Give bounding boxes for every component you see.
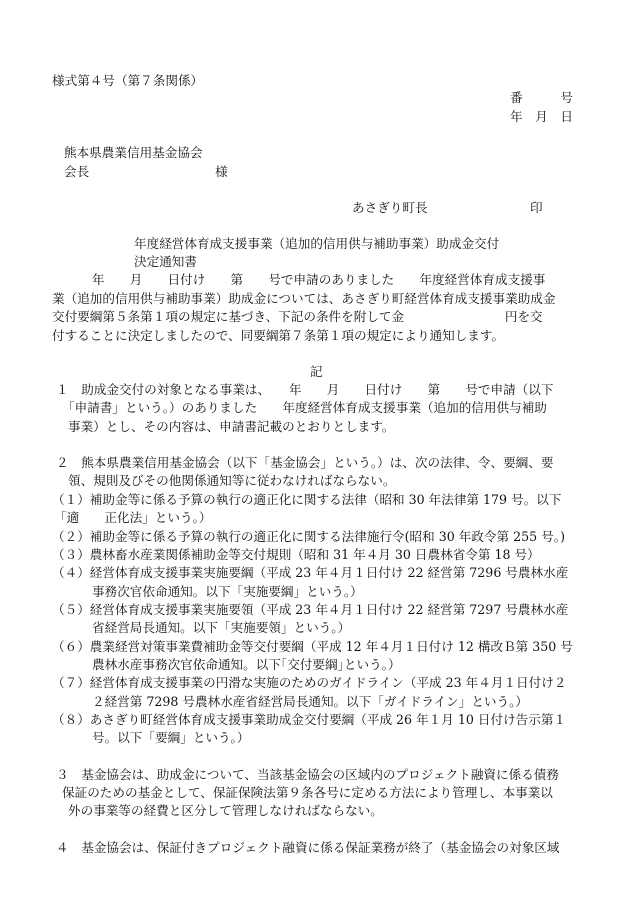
doc-title-line1: 年度経営体育成支援事業（追加的信用供与補助事業）助成金交付 — [134, 236, 500, 251]
item2-sub4-line2: 事務次官依命通知。以下「実施要綱」という。） — [92, 584, 363, 599]
item2-sub5-line2: 省経営局長通知。以下「実施要領」という。） — [92, 620, 351, 635]
intro-line3: 交付要綱第５条第１項の規定に基づき、下記の条件を附して金 円を交 — [52, 309, 543, 324]
item2-sub4-line1: （４）経営体育成支援事業実施要綱（平成 23 年４月１日付け 22 経営第 7296 号農林水産 — [52, 565, 569, 580]
item2-sub6-line2: 農林水産事務次官依命通知。以下｢交付要綱｣という。） — [92, 657, 401, 672]
item2-sub7-line1: （７）経営体育成支援事業の円滑な実施のためのガイドライン（平成 23 年４月１日付け２ — [52, 675, 567, 690]
item2-line2: 領、規則及びその他関係通知等に従わなければならない。 — [68, 473, 396, 488]
item2-sub5-line1: （５）経営体育成支援事業実施要領（平成 23 年４月１日付け 22 経営第 7297 号農林水産 — [52, 602, 569, 617]
item2-sub8-line1: （８）あさぎり町経営体育成支援事業助成金交付要綱（平成 26 年１月 10 日付け告示第１ — [52, 712, 567, 727]
item2-sub1-line1: （１）補助金等に係る予算の執行の適正化に関する法律（昭和 30 年法律第 179 号。以下 — [52, 492, 562, 507]
item2-sub2: （２）補助金等に係る予算の執行の適正化に関する法律施行令(昭和 30 年政令第 255 号。) — [52, 529, 565, 544]
issuer-seal: 印 — [530, 200, 543, 215]
doc-title-line2: 決定通知書 — [134, 254, 197, 269]
intro-line2: 業（追加的信用供与補助事業）助成金については、あさぎり町経営体育成支援事業助成金 — [52, 291, 556, 306]
intro-line4: 付することに決定しましたので、同要綱第７条第１項の規定により通知します。 — [52, 328, 505, 343]
date-label: 年 月 日 — [510, 109, 573, 124]
item2-sub1-line2: 「適 正化法」という。） — [54, 510, 212, 525]
item2-sub8-line2: 号。以下「要綱」という。） — [92, 730, 250, 745]
intro-line1: 年 月 日付け 第 号で申請のありました 年度経営体育成支援事 — [92, 272, 546, 287]
item2-sub7-line2: ２経営第 7298 号農林水産省経営局長通知。以下「ガイドライン」という。） — [92, 694, 529, 709]
number-label: 番 号 — [510, 90, 573, 105]
issuer-name: あさぎり町長 — [352, 200, 428, 215]
item4-line1: ４ 基金協会は、保証付きプロジェクト融資に係る保証業務が終了（基金協会の対象区域 — [56, 840, 560, 855]
item1-line2: 「申請書」という。）のありました 年度経営体育成支援事業（追加的信用供与補助 — [62, 400, 547, 415]
addressee-title: 会長 様 — [64, 164, 228, 179]
item3-line2: 保証のための基金として、保証保険法第９条各号に定める方法により管理し、本事業以 — [62, 785, 553, 800]
item3-line3: 外の事業等の経費と区分して管理しなければならない。 — [68, 803, 383, 818]
form-label: 様式第４号（第７条関係） — [52, 73, 204, 88]
item2-sub3: （３）農林畜水産業関係補助金等交付規則（昭和 31 年４月 30 日農林省令第 18 号） — [52, 547, 540, 562]
item2-sub6-line1: （６）農業経営対策事業費補助金等交付要綱（平成 12 年４月１日付け 12 構改Ｂ第 350 号 — [52, 639, 573, 654]
item1-line3: 事業）とし、その内容は、申請書記載のとおりとします。 — [68, 419, 395, 434]
item3-line1: ３ 基金協会は、助成金について、当該基金協会の区域内のプロジェクト融資に係る債務 — [56, 767, 559, 782]
addressee-org: 熊本県農業信用基金協会 — [64, 145, 203, 160]
item1-line1: １ 助成金交付の対象となる事業は、 年 月 日付け 第 号で申請（以下 — [56, 382, 554, 397]
ki-heading: 記 — [310, 364, 323, 379]
item2-line1: ２ 熊本県農業信用基金協会（以下「基金協会」という。）は、次の法律、令、要綱、要 — [56, 455, 554, 470]
